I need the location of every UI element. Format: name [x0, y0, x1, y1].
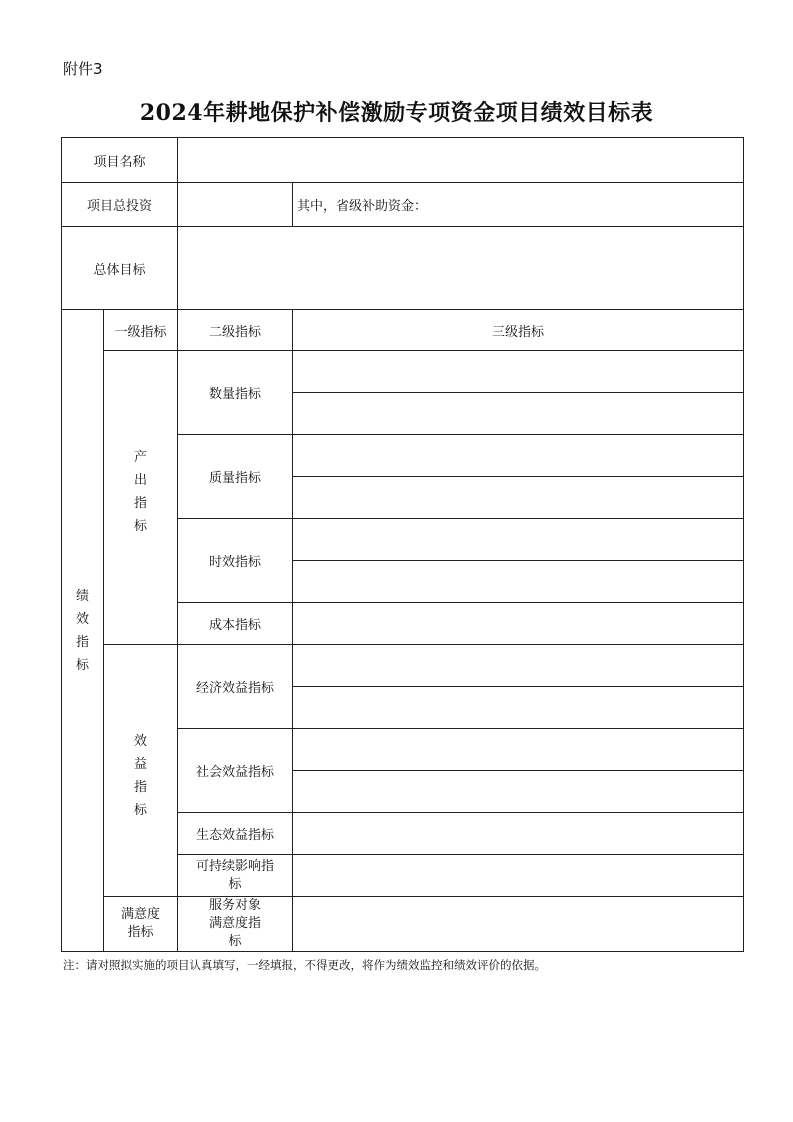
perf-indicator-text: 绩效指标 — [76, 588, 90, 673]
service-satisfaction-text: 服务对象满意度指标 — [209, 898, 262, 949]
overall-goal-field[interactable] — [178, 227, 744, 310]
economic-benefit-label: 经济效益指标 — [178, 645, 293, 729]
level3-header: 三级指标 — [293, 310, 744, 351]
perf-indicator-label — [62, 310, 104, 952]
output-group-text: 产出指标 — [134, 450, 148, 534]
level1-header: 一级指标 — [104, 310, 178, 351]
social-benefit-field-1[interactable] — [293, 729, 744, 771]
project-name-field[interactable] — [178, 138, 744, 183]
sustainable-impact-field[interactable] — [293, 855, 744, 897]
level2-header: 二级指标 — [178, 310, 293, 351]
economic-benefit-field-1[interactable] — [293, 645, 744, 687]
quantity-indicator-label: 数量指标 — [178, 351, 293, 435]
cost-indicator-label: 成本指标 — [178, 603, 293, 645]
sustainable-impact-text: 可持续影响指标 — [196, 858, 275, 892]
cost-indicator-field[interactable] — [293, 603, 744, 645]
satisfaction-group-label — [104, 897, 178, 952]
timeliness-indicator-field-1[interactable] — [293, 519, 744, 561]
timeliness-indicator-field-2[interactable] — [293, 561, 744, 603]
overall-goal-label: 总体目标 — [62, 227, 178, 310]
social-benefit-label: 社会效益指标 — [178, 729, 293, 813]
service-satisfaction-label — [178, 897, 293, 952]
page-title: 2024年耕地保护补偿激励专项资金项目绩效目标表 — [139, 100, 654, 126]
sustainable-impact-label — [178, 855, 293, 897]
total-investment-label: 项目总投资 — [62, 183, 178, 227]
benefit-group-text: 效益指标 — [134, 734, 148, 818]
project-name-label: 项目名称 — [62, 138, 178, 183]
ecological-benefit-label: 生态效益指标 — [178, 813, 293, 855]
output-group-label — [104, 351, 178, 645]
quality-indicator-label: 质量指标 — [178, 435, 293, 519]
quality-indicator-field-2[interactable] — [293, 477, 744, 519]
ecological-benefit-field[interactable] — [293, 813, 744, 855]
footnote: 注：请对照拟实施的项目认真填写，一经填报，不得更改，将作为绩效监控和绩效评价的依据。 — [63, 958, 546, 972]
provincial-subsidy-field[interactable]: 其中，省级补助资金： — [293, 183, 744, 227]
quantity-indicator-field-2[interactable] — [293, 393, 744, 435]
quantity-indicator-field-1[interactable] — [293, 351, 744, 393]
quality-indicator-field-1[interactable] — [293, 435, 744, 477]
satisfaction-group-text: 满意度指标 — [121, 907, 161, 940]
attachment-label: 附件3 — [63, 60, 103, 78]
benefit-group-label — [104, 645, 178, 897]
social-benefit-field-2[interactable] — [293, 771, 744, 813]
timeliness-indicator-label: 时效指标 — [178, 519, 293, 603]
performance-target-table — [61, 137, 744, 952]
total-investment-field[interactable] — [178, 183, 293, 227]
economic-benefit-field-2[interactable] — [293, 687, 744, 729]
service-satisfaction-field[interactable] — [293, 897, 744, 952]
